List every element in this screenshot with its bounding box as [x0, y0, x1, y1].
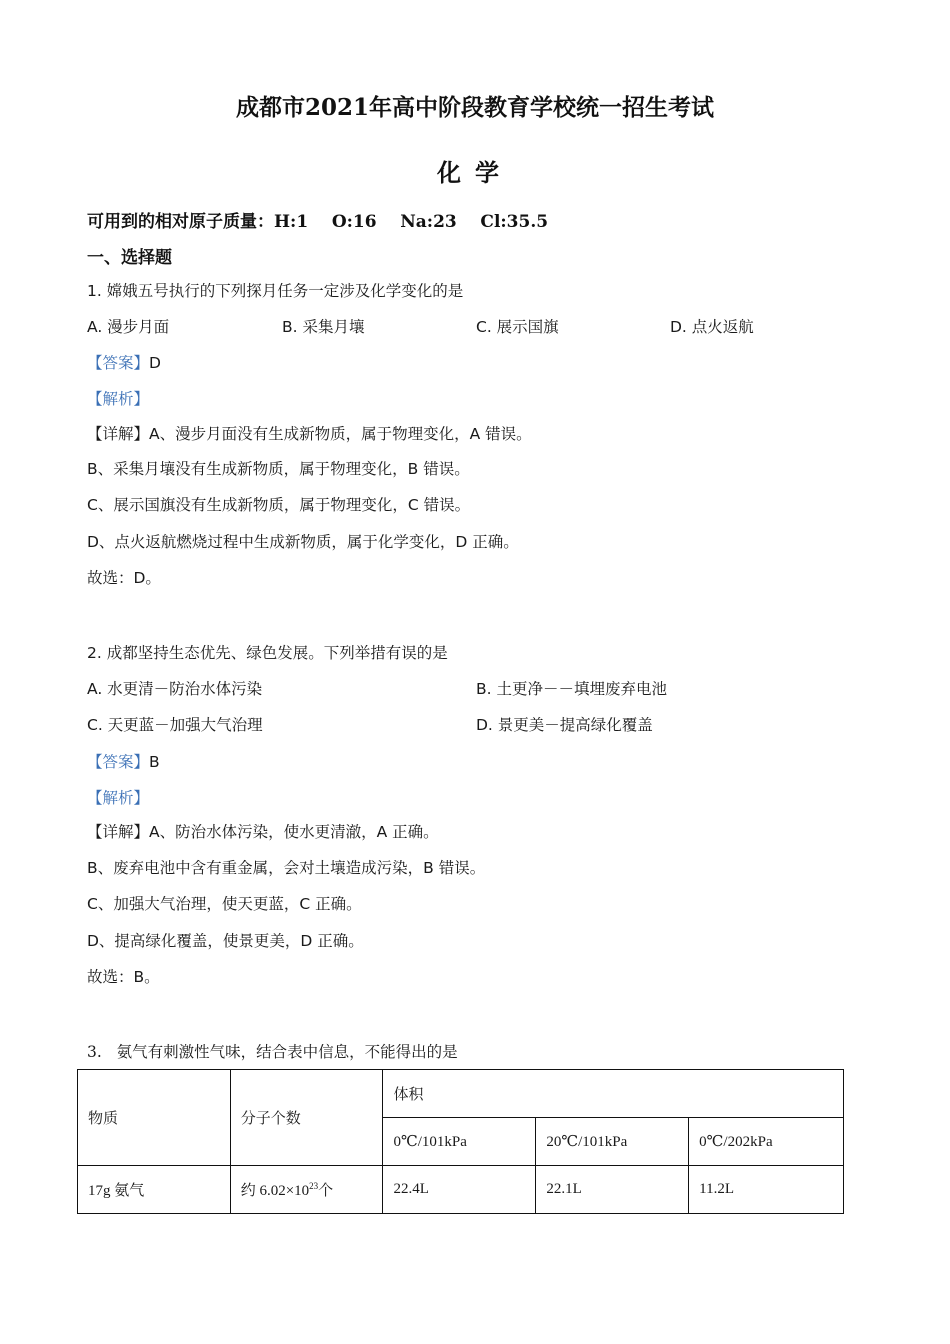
atomic-masses: 可用到的相对原子质量：H:1 O:16 Na:23 Cl:35.5	[87, 212, 549, 232]
q2-detail-d: D、提高绿化覆盖，使景更美，D 正确。	[87, 932, 364, 950]
q1-detail-line	[87, 422, 532, 444]
substance-cell: 17g 氨气	[78, 1166, 231, 1214]
table-row	[78, 1166, 844, 1214]
ammonia-table	[77, 1069, 844, 1214]
condition-cell: 20℃/101kPa	[536, 1118, 689, 1166]
q1-detail-d: D、点火返航燃烧过程中生成新物质，属于化学变化，D 正确。	[87, 533, 519, 551]
condition-cell: 0℃/101kPa	[383, 1118, 536, 1166]
q2-analysis-tag: 【解析】	[87, 789, 150, 807]
q1-detail-a: A、漫步月面没有生成新物质，属于物理变化，A 错误。	[149, 425, 532, 443]
q1-stem: 1. 嫦娥五号执行的下列探月任务一定涉及化学变化的是	[87, 282, 464, 300]
molecules-exponent: 23	[309, 1181, 319, 1191]
q2-option-d: D. 景更美－提高绿化覆盖	[476, 716, 653, 734]
q2-answer-tag: 【答案】	[87, 753, 150, 771]
q2-detail-tag: 【详解】	[87, 823, 150, 841]
molecules-unit: 个	[318, 1183, 334, 1199]
condition-cell: 0℃/202kPa	[689, 1118, 844, 1166]
q1-answer: D	[149, 354, 161, 372]
q2-stem: 2. 成都坚持生态优先、绿色发展。下列举措有误的是	[87, 644, 448, 662]
header-molecules: 分子个数	[230, 1070, 383, 1166]
q1-detail-c: C、展示国旗没有生成新物质，属于物理变化，C 错误。	[87, 496, 471, 514]
q1-detail-b: B、采集月壤没有生成新物质，属于物理变化，B 错误。	[87, 460, 470, 478]
q2-answer: B	[149, 753, 160, 771]
q2-detail-c: C、加强大气治理，使天更蓝，C 正确。	[87, 895, 362, 913]
q1-option-d: D. 点火返航	[670, 318, 754, 336]
section-heading: 一、选择题	[87, 248, 172, 268]
table-header-row	[78, 1070, 844, 1118]
q2-option-a: A. 水更清－防治水体污染	[87, 680, 263, 698]
q2-detail-b: B、废弃电池中含有重金属，会对土壤造成污染，B 错误。	[87, 859, 486, 877]
header-substance: 物质	[78, 1070, 231, 1166]
q1-answer-line	[87, 351, 161, 373]
q1-conclusion: 故选：D。	[87, 569, 161, 587]
q2-option-b: B. 土更净－－填埋废弃电池	[476, 680, 667, 698]
q3-stem: 3. 氨气有刺激性气味，结合表中信息，不能得出的是	[87, 1043, 458, 1061]
q2-option-c: C. 天更蓝－加强大气治理	[87, 716, 263, 734]
q1-option-c: C. 展示国旗	[476, 318, 559, 336]
volume-cell: 22.4L	[383, 1166, 536, 1214]
volume-cell: 11.2L	[689, 1166, 844, 1214]
molecules-base: 约 6.02×10	[240, 1183, 310, 1199]
q1-detail-tag: 【详解】	[87, 425, 150, 443]
molecules-cell	[230, 1166, 383, 1214]
q2-detail-line	[87, 820, 439, 842]
q1-option-a: A. 漫步月面	[87, 318, 170, 336]
volume-cell: 22.1L	[536, 1166, 689, 1214]
q1-analysis-tag: 【解析】	[87, 390, 150, 408]
exam-title: 成都市2021年高中阶段教育学校统一招生考试	[235, 94, 714, 121]
q2-answer-line	[87, 750, 160, 772]
q1-option-b: B. 采集月壤	[282, 318, 365, 336]
q2-detail-a: A、防治水体污染，使水更清澈，A 正确。	[149, 823, 439, 841]
header-volume: 体积	[383, 1070, 844, 1118]
subject-title: 化学	[437, 158, 513, 187]
q1-answer-tag: 【答案】	[87, 354, 150, 372]
q2-conclusion: 故选：B。	[87, 968, 160, 986]
